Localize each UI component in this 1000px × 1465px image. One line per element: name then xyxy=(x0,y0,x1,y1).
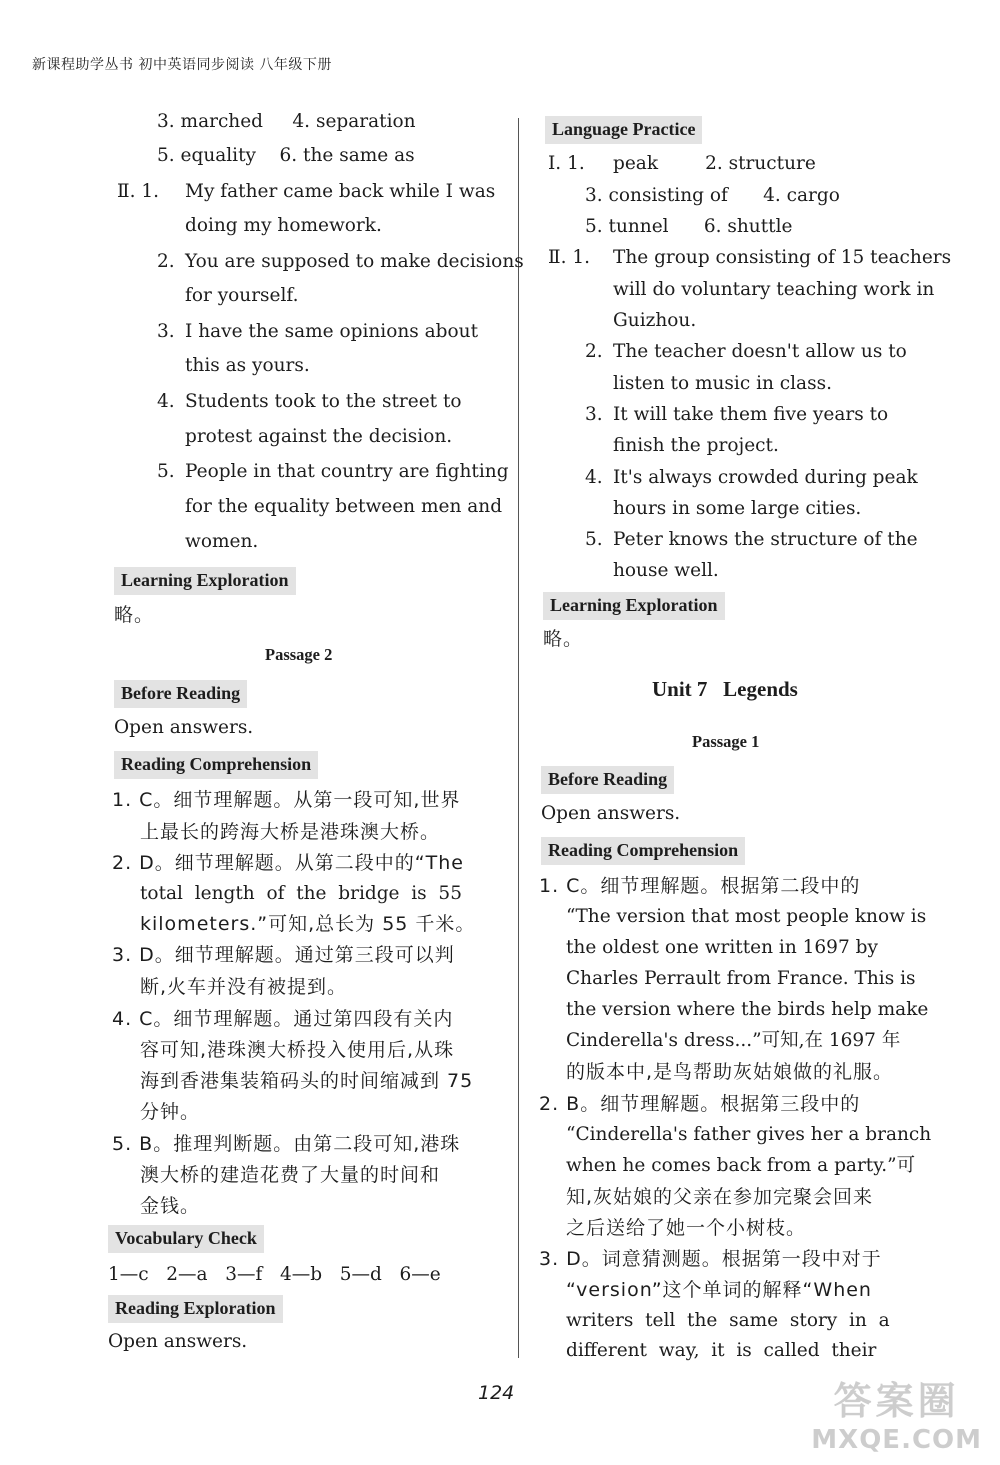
answer-line: 5. B。推理判断题。由第二段可知,港珠 xyxy=(112,1133,461,1155)
section-heading-reading-comprehension: Reading Comprehension xyxy=(114,751,318,779)
answer-line: 容可知,港珠澳大桥投入使用后,从珠 xyxy=(140,1039,455,1061)
answer-line: total length of the bridge is 55 xyxy=(140,883,462,904)
answer-line: women. xyxy=(185,531,259,552)
answer-line: Open answers. xyxy=(108,1331,248,1352)
item-number: 3. xyxy=(585,404,603,425)
section-heading-language-practice: Language Practice xyxy=(545,116,702,144)
unit-title: Unit 7 Legends xyxy=(652,677,798,701)
item-number: 2. xyxy=(157,251,175,272)
answer-line: Students took to the street to xyxy=(185,391,462,412)
answer-line: The teacher doesn't allow us to xyxy=(613,341,907,362)
answer-line: 3. marched 4. separation xyxy=(157,111,416,132)
passage-title: Passage 1 xyxy=(692,732,760,751)
answer-line: kilometers.”可知,总长为 55 千米。 xyxy=(140,913,476,935)
answer-line: 上最长的跨海大桥是港珠澳大桥。 xyxy=(140,821,441,843)
section-heading-vocabulary-check: Vocabulary Check xyxy=(108,1225,264,1253)
item-number: 4. xyxy=(585,467,603,488)
page-number: 124 xyxy=(478,1382,515,1404)
answer-line: 分钟。 xyxy=(140,1101,201,1123)
answer-line: 4. C。细节理解题。通过第四段有关内 xyxy=(112,1008,454,1030)
answer-line: 2. B。细节理解题。根据第三段中的 xyxy=(539,1093,861,1115)
answer-line: this as yours. xyxy=(185,355,310,376)
answer-line: 的版本中,是鸟帮助灰姑娘做的礼服。 xyxy=(566,1061,894,1083)
section-heading-learning-exploration: Learning Exploration xyxy=(543,592,725,620)
watermark-url: MXQE.COM xyxy=(811,1425,982,1455)
section-heading-learning-exploration: Learning Exploration xyxy=(114,567,296,595)
answer-line: I have the same opinions about xyxy=(185,321,479,342)
answer-line: 澳大桥的建造花费了大量的时间和 xyxy=(140,1164,441,1186)
section-number: Ⅱ. 1. xyxy=(117,181,159,202)
answer-line: My father came back while I was xyxy=(185,181,496,202)
answer-line: protest against the decision. xyxy=(185,426,453,447)
column-divider xyxy=(518,118,519,1358)
answer-line: Peter knows the structure of the xyxy=(613,529,918,550)
answer-line: for the equality between men and xyxy=(185,496,503,517)
answer-line: The group consisting of 15 teachers xyxy=(613,247,952,268)
answer-line: listen to music in class. xyxy=(613,373,832,394)
answer-line: 断,火车并没有被提到。 xyxy=(140,976,348,998)
answer-line: 略。 xyxy=(543,628,584,650)
answer-line: 3. D。细节理解题。通过第三段可以判 xyxy=(112,944,455,966)
answer-line: the oldest one written in 1697 by xyxy=(566,937,878,958)
answer-line: 知,灰姑娘的父亲在参加完聚会回来 xyxy=(566,1186,874,1208)
answer-line: 之后送给了她一个小树枝。 xyxy=(566,1217,807,1239)
item-number: 5. xyxy=(157,461,175,482)
answer-line: hours in some large cities. xyxy=(613,498,862,519)
answer-line: finish the project. xyxy=(613,435,779,456)
answer-line: the version where the birds help make xyxy=(566,999,929,1020)
answer-line: when he comes back from a party.”可 xyxy=(566,1155,916,1176)
answer-line: peak 2. structure xyxy=(613,153,816,174)
answer-line: 5. tunnel 6. shuttle xyxy=(585,216,793,237)
answer-line: Open answers. xyxy=(541,803,681,824)
answer-line: It will take them five years to xyxy=(613,404,889,425)
answer-line: 3. D。词意猜测题。根据第一段中对于 xyxy=(539,1248,882,1270)
answer-line: 海到香港集装箱码头的时间缩减到 75 xyxy=(140,1070,474,1092)
answer-line: It's always crowded during peak xyxy=(613,467,918,488)
running-header: 新课程助学丛书 初中英语同步阅读 八年级下册 xyxy=(32,57,332,73)
answer-line: 略。 xyxy=(114,604,155,626)
answer-line: “Cinderella's father gives her a branch xyxy=(566,1124,932,1145)
item-number: 3. xyxy=(157,321,175,342)
answer-line: “version”这个单词的解释“When xyxy=(566,1279,872,1301)
answer-line: house well. xyxy=(613,560,719,581)
section-heading-before-reading: Before Reading xyxy=(541,766,674,794)
answer-line: writers tell the same story in a xyxy=(566,1310,890,1331)
answer-line: doing my homework. xyxy=(185,215,382,236)
watermark-logo: 答案圈 xyxy=(833,1379,960,1423)
section-number: Ⅱ. 1. xyxy=(548,247,590,268)
answer-line: People in that country are fighting xyxy=(185,461,509,482)
answer-line: 金钱。 xyxy=(140,1195,201,1217)
answer-line: 3. consisting of 4. cargo xyxy=(585,185,840,206)
answer-line: 1. C。细节理解题。根据第二段中的 xyxy=(539,875,861,897)
item-number: 4. xyxy=(157,391,175,412)
section-heading-reading-comprehension: Reading Comprehension xyxy=(541,837,745,865)
answer-line: You are supposed to make decisions xyxy=(185,251,524,272)
item-number: 5. xyxy=(585,529,603,550)
answer-line: different way, it is called their xyxy=(566,1340,877,1361)
section-heading-reading-exploration: Reading Exploration xyxy=(108,1295,283,1323)
answer-line: 2. D。细节理解题。从第二段中的“The xyxy=(112,852,464,874)
item-number: 2. xyxy=(585,341,603,362)
answer-line: for yourself. xyxy=(185,285,299,306)
answer-line: Guizhou. xyxy=(613,310,697,331)
answer-line: 1—c 2—a 3—f 4—b 5—d 6—e xyxy=(108,1264,441,1285)
section-heading-before-reading: Before Reading xyxy=(114,680,247,708)
answer-line: will do voluntary teaching work in xyxy=(613,279,935,300)
watermark xyxy=(811,1370,982,1455)
answer-line: 1. C。细节理解题。从第一段可知,世界 xyxy=(112,789,461,811)
answer-line: Charles Perrault from France. This is xyxy=(566,968,916,989)
answer-line: Open answers. xyxy=(114,717,254,738)
section-number: Ⅰ. 1. xyxy=(548,153,585,174)
answer-line: Cinderella's dress...”可知,在 1697 年 xyxy=(566,1030,901,1051)
answer-line: 5. equality 6. the same as xyxy=(157,145,415,166)
answer-line: “The version that most people know is xyxy=(566,906,927,927)
passage-title: Passage 2 xyxy=(265,645,333,664)
